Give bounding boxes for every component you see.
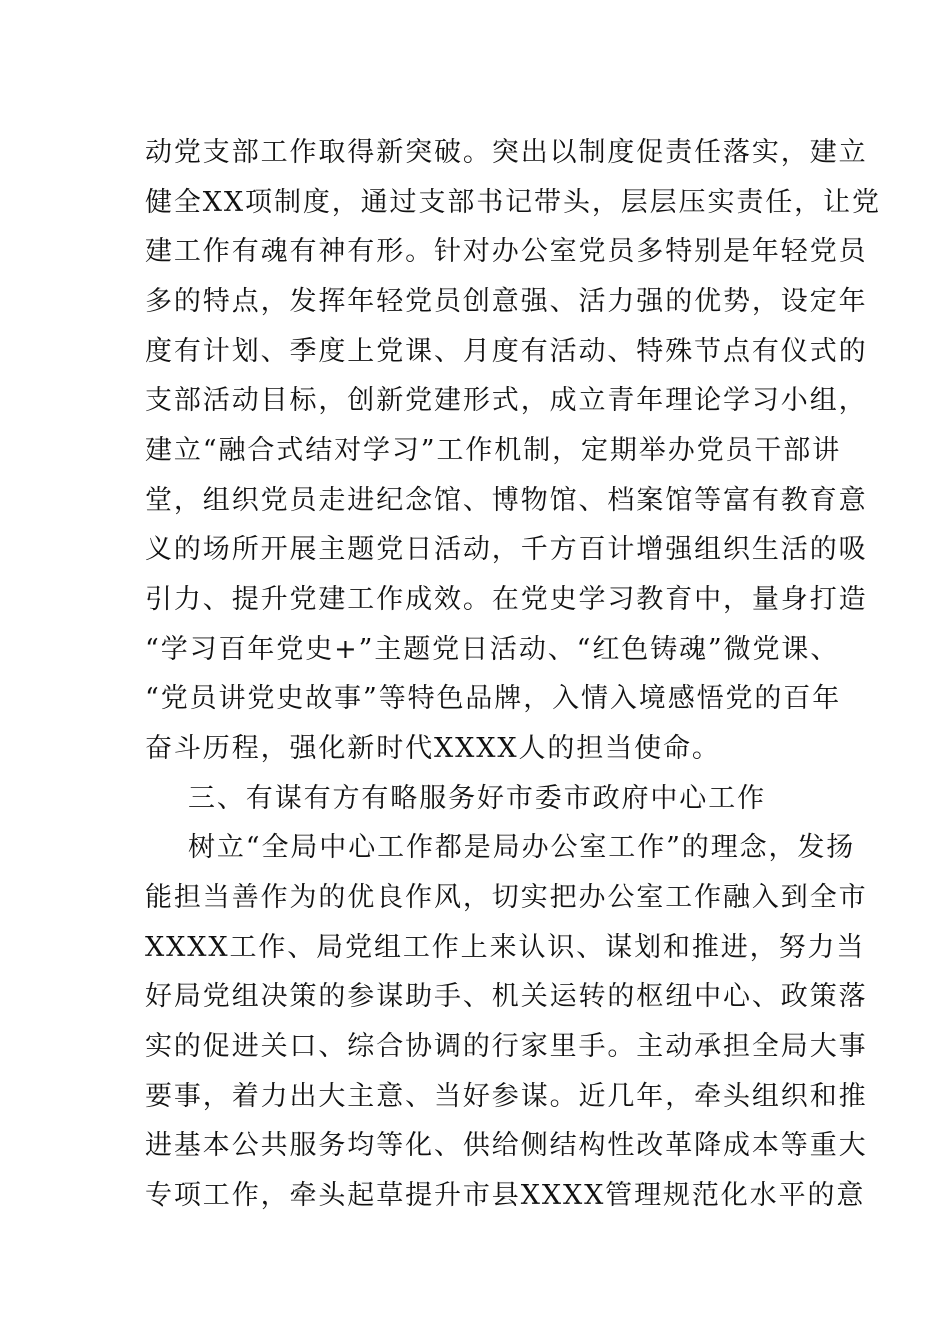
text-line: 支部活动目标，创新党建形式，成立青年理论学习小组，: [145, 385, 868, 416]
text-line: 好局党组决策的参谋助手、机关运转的枢纽中心、政策落: [145, 981, 868, 1012]
text-line: 多的特点，发挥年轻党员创意强、活力强的优势，设定年: [145, 286, 868, 317]
text-line: 树立“全局中心工作都是局办公室工作”的理念，发扬: [188, 832, 856, 863]
text-line: 堂，组织党员走进纪念馆、博物馆、档案馆等富有教育意: [145, 485, 868, 516]
text-line: 度有计划、季度上党课、月度有活动、特殊节点有仪式的: [145, 336, 868, 367]
text-line: 建工作有魂有神有形。针对办公室党员多特别是年轻党员: [145, 236, 868, 267]
text-line: 能担当善作为的优良作风，切实把办公室工作融入到全市: [145, 882, 868, 913]
text-line: 奋斗历程，强化新时代XXXX人的担当使命。: [145, 733, 721, 764]
text-line: 实的促进关口、综合协调的行家里手。主动承担全局大事: [145, 1031, 868, 1062]
text-line: 动党支部工作取得新突破。突出以制度促责任落实，建立: [145, 137, 868, 168]
text-line: 义的场所开展主题党日活动，千方百计增强组织生活的吸: [145, 534, 868, 565]
text-line: “党员讲党史故事”等特色品牌，入情入境感悟党的百年: [145, 683, 842, 714]
text-line: “学习百年党史+”主题党日活动、“红色铸魂”微党课、: [145, 634, 840, 665]
text-line: XXXX工作、局党组工作上来认识、谋划和推进，努力当: [145, 932, 866, 963]
text-line: 进基本公共服务均等化、供给侧结构性改革降成本等重大: [145, 1130, 868, 1161]
text-line: 引力、提升党建工作成效。在党史学习教育中，量身打造: [145, 584, 868, 615]
text-line: 健全XX项制度，通过支部书记带头，层层压实责任，让党: [145, 187, 881, 218]
text-line: 建立“融合式结对学习”工作机制，定期举办党员干部讲: [145, 435, 842, 466]
text-line: 要事，着力出大主意、当好参谋。近几年，牵头组织和推: [145, 1081, 868, 1112]
section-heading: 三、有谋有方有略服务好市委市政府中心工作: [188, 783, 766, 814]
text-line: 专项工作，牵头起草提升市县XXXX管理规范化水平的意: [145, 1180, 866, 1211]
